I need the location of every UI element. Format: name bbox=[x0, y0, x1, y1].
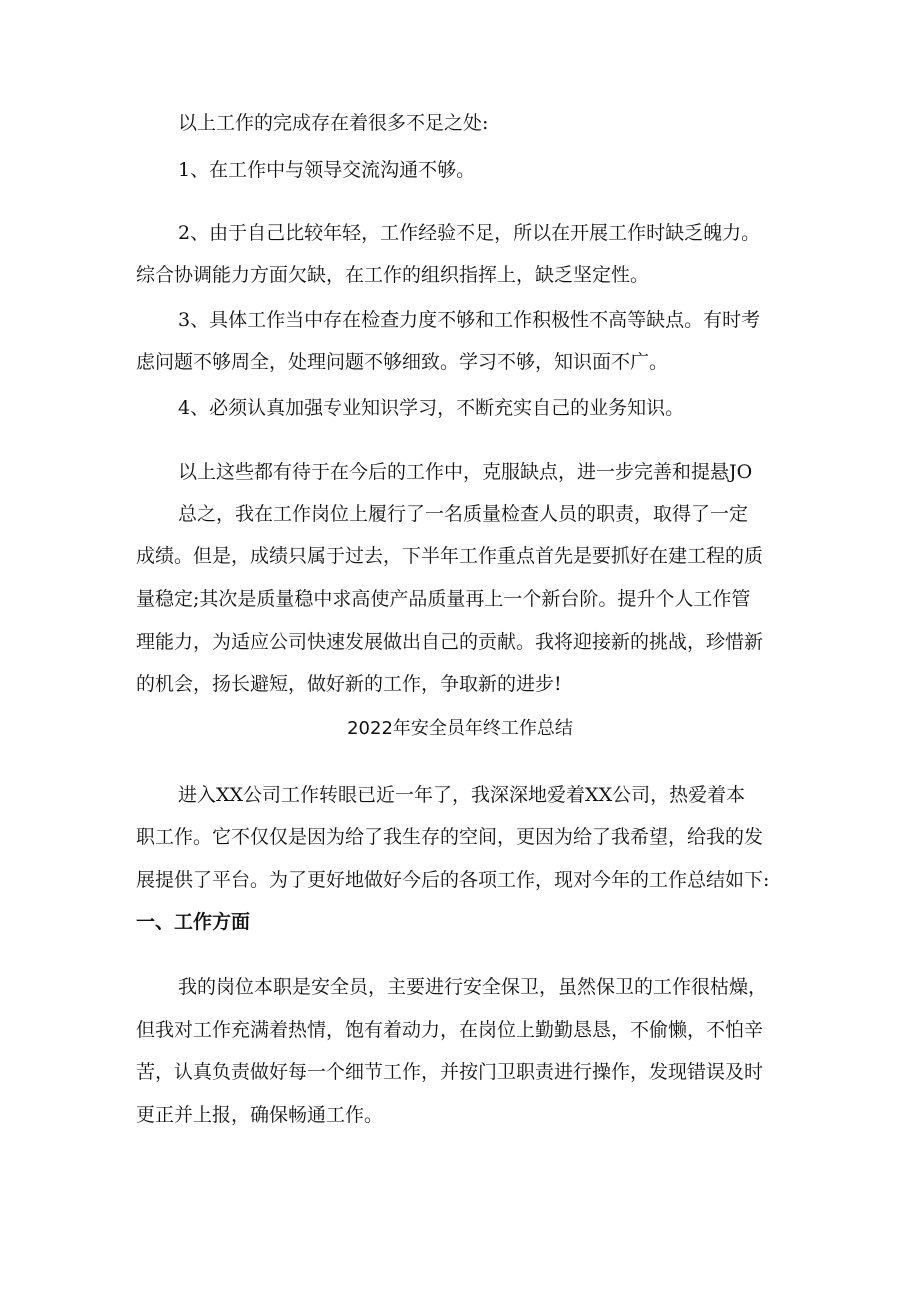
paragraph-work-line-3: 苦，认真负责做好每一个细节工作，并按门卫职责进行操作，发现错误及时 bbox=[136, 1061, 764, 1083]
paragraph-intro-line-3: 展提供了平台。为了更好地做好今后的各项工作，现对今年的工作总结如下: bbox=[136, 869, 770, 891]
paragraph-improvement: 以上这些都有待于在今后的工作中，克服缺点，进一步完善和提悬JO bbox=[178, 461, 753, 483]
paragraph-summary-line-1: 总之，我在工作岗位上履行了一名质量检查人员的职责，取得了一定 bbox=[178, 503, 749, 525]
list-item-2-line-1: 2、由于自己比较年轻，工作经验不足，所以在开展工作时缺乏魄力。 bbox=[178, 222, 761, 244]
paragraph-work-line-1: 我的岗位本职是安全员，主要进行安全保卫，虽然保卫的工作很枯燥， bbox=[178, 976, 768, 998]
paragraph-summary-line-2: 成绩。但是，成绩只属于过去，下半年工作重点首先是要抓好在建工程的质 bbox=[136, 545, 764, 567]
paragraph-summary-line-5: 的机会，扬长避短，做好新的工作，争取新的进步! bbox=[136, 673, 562, 695]
paragraph-intro-line-1: 进入XX公司工作转眼已近一年了，我深深地爱着XX公司，热爱着本 bbox=[178, 784, 746, 806]
section-heading-work: 一、工作方面 bbox=[136, 911, 251, 933]
list-item-3-line-2: 虑问题不够周全，处理问题不够细致。学习不够，知识面不广。 bbox=[136, 351, 669, 373]
list-item-4: 4、必须认真加强专业知识学习，不断充实自己的业务知识。 bbox=[178, 397, 685, 419]
paragraph-work-line-2: 但我对工作充满着热情，饱有着动力，在岗位上勤勤恳恳，不偷懒，不怕辛 bbox=[136, 1019, 764, 1041]
paragraph-summary-line-3: 量稳定;其次是质量稳中求高使产品质量再上一个新台阶。提升个人工作管 bbox=[136, 588, 751, 610]
paragraph-intro-line-2: 职工作。它不仅仅是因为给了我生存的空间，更因为给了我希望，给我的发 bbox=[136, 826, 764, 848]
paragraph-work-line-4: 更正并上报，确保畅通工作。 bbox=[136, 1104, 384, 1126]
paragraph-summary-line-4: 理能力，为适应公司快速发展做出自己的贡献。我将迎接新的挑战，珍惜新 bbox=[136, 631, 764, 653]
list-item-3-line-1: 3、具体工作当中存在检查力度不够和工作积极性不高等缺点。有时考 bbox=[178, 309, 761, 331]
list-item-2-line-2: 综合协调能力方面欠缺，在工作的组织指挥上，缺乏坚定性。 bbox=[136, 264, 650, 286]
document-title: 2022年安全员年终工作总结 bbox=[347, 718, 573, 739]
list-item-1: 1、在工作中与领导交流沟通不够。 bbox=[178, 159, 476, 181]
paragraph-shortcomings-intro: 以上工作的完成存在着很多不足之处: bbox=[178, 112, 489, 134]
